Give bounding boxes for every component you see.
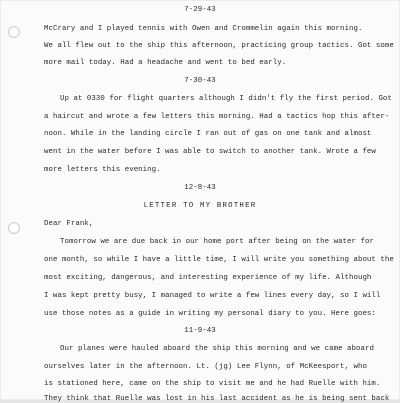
entry-line: Up at 0330 for flight quarters although I didn't fly the first period. Got [60, 95, 392, 103]
entry-line: noon. While in the landing circle I ran out of gas on one tank and almost [44, 130, 372, 138]
letter-line: use those notes as a guide in writing my personal diary to you. Here goes: [44, 310, 376, 318]
letter-line: I was kept pretty busy, I managed to write a few lines every day, so I will [44, 292, 381, 300]
letter-salutation: Dear Frank, [44, 220, 94, 228]
entry-line: went in the water before I was able to switch to another tank. Wrote a few [44, 148, 376, 156]
entry-date: 7-29-43 [184, 6, 216, 14]
binder-hole-icon [8, 26, 20, 38]
letter-line: Tomorrow we are due back in our home port after being on the water for [60, 238, 374, 246]
letter-title: LETTER TO MY BROTHER [143, 202, 257, 210]
entry-line: more mail today. Had a headache and went to bed early. [44, 59, 287, 67]
entry-line: a haircut and wrote a few letters this morning. Had a tactics hop this after- [44, 113, 390, 121]
entry-date: 11-9-43 [184, 327, 216, 335]
binder-hole-icon [8, 222, 20, 234]
entry-line: is stationed here, came on the ship to visit me and he had Ruelle with him. [44, 380, 381, 388]
entry-line: more letters this evening. [44, 166, 161, 174]
entry-line: ourselves later in the afternoon. Lt. (jg) Lee Flynn, of McKeesport, who [44, 363, 367, 371]
entry-date: 7-30-43 [184, 77, 216, 85]
letter-date: 12-8-43 [184, 184, 216, 192]
entry-line: Our planes were hauled aboard the ship this morning and we came aboard [60, 345, 374, 353]
entry-line: They think that Ruelle was lost in his last accident as he is being sent back [44, 395, 390, 403]
entry-line: McCrary and I played tennis with Owen and Crommelin again this morning. [44, 25, 363, 33]
letter-line: most exciting, dangerous, and interesting experience of my life. Although [44, 274, 372, 282]
entry-line: We all flew out to the ship this afternoon, practicing group tactics. Got some [44, 42, 394, 50]
letter-line: one month, so while I have a little time, I will write you something about the [44, 256, 394, 264]
